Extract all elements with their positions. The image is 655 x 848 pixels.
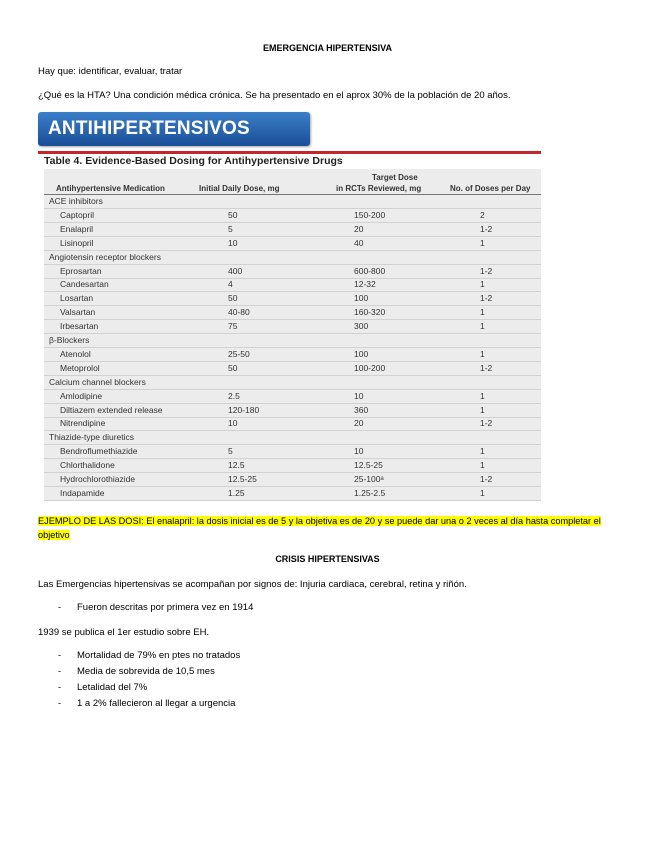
target-dose-cell: 100 bbox=[354, 293, 369, 304]
doses-per-day-cell: 1-2 bbox=[480, 418, 493, 429]
initial-dose-cell: 5 bbox=[228, 223, 233, 234]
initial-dose-cell: 25-50 bbox=[228, 348, 250, 359]
initial-dose-cell: 40-80 bbox=[228, 307, 250, 318]
table-row bbox=[44, 236, 541, 251]
target-dose-cell: 100 bbox=[354, 348, 369, 359]
category-label: Thiazide-type diuretics bbox=[49, 432, 135, 443]
header-medication: Antihypertensive Medication bbox=[56, 184, 165, 193]
doses-per-day-cell: 1 bbox=[480, 348, 485, 359]
initial-dose-cell: 5 bbox=[228, 446, 233, 457]
intro-line-1: Hay que: identificar, evaluar, tratar bbox=[38, 66, 183, 77]
target-dose-cell: 12-32 bbox=[354, 279, 376, 290]
doses-per-day-cell: 1 bbox=[480, 237, 485, 248]
bullet-text: 1 a 2% fallecieron al llegar a urgencia bbox=[77, 698, 236, 709]
table-category-row bbox=[44, 194, 541, 209]
table-row bbox=[44, 319, 541, 334]
category-label: ACE inhibitors bbox=[49, 196, 103, 206]
initial-dose-cell: 10 bbox=[228, 237, 238, 248]
doses-per-day-cell: 1-2 bbox=[480, 474, 493, 484]
medication-cell: Amlodipine bbox=[60, 390, 103, 401]
banner-label: ANTIHIPERTENSIVOS bbox=[48, 118, 250, 139]
target-dose-cell: 1.25-2.5 bbox=[354, 487, 386, 498]
initial-dose-cell: 50 bbox=[228, 362, 238, 373]
table-row bbox=[44, 389, 541, 404]
target-dose-cell: 40 bbox=[354, 237, 364, 248]
table-row bbox=[44, 208, 541, 223]
category-label: Angiotensin receptor blockers bbox=[49, 251, 161, 262]
initial-dose-cell: 50 bbox=[228, 293, 238, 304]
target-dose-cell: 600-800 bbox=[354, 265, 386, 276]
table-row bbox=[44, 444, 541, 459]
bullet-dash: - bbox=[58, 602, 62, 613]
table-category-row bbox=[44, 375, 541, 390]
bullet-dash: - bbox=[58, 666, 62, 677]
initial-dose-cell: 50 bbox=[228, 209, 238, 220]
doses-per-day-cell: 2 bbox=[480, 209, 485, 220]
bullet-text: Media de sobrevida de 10,5 mes bbox=[77, 666, 215, 677]
initial-dose-cell: 120-180 bbox=[228, 404, 260, 415]
doses-per-day-cell: 1-2 bbox=[480, 293, 493, 304]
medication-cell: Candesartan bbox=[60, 279, 109, 290]
medication-cell: Diltiazem extended release bbox=[60, 404, 163, 415]
target-dose-cell: 100-200 bbox=[354, 362, 386, 373]
bullet-item bbox=[58, 698, 235, 710]
bullet-item bbox=[58, 650, 240, 662]
target-dose-cell: 25-100ᵃ bbox=[354, 474, 384, 484]
doses-per-day-cell: 1 bbox=[480, 390, 485, 401]
initial-dose-cell: 400 bbox=[228, 265, 243, 276]
target-dose-cell: 300 bbox=[354, 321, 369, 332]
table-category-row bbox=[44, 430, 541, 445]
intro-line-2: ¿Qué es la HTA? Una condición médica crónica. Se ha presentado en el aprox 30% de la población de 20 años. bbox=[38, 90, 511, 101]
header-target-line2: in RCTs Reviewed, mg bbox=[336, 184, 422, 193]
initial-dose-cell: 4 bbox=[228, 279, 233, 290]
table-row bbox=[44, 416, 541, 431]
table-row bbox=[44, 403, 541, 418]
line-1939: 1939 se publica el 1er estudio sobre EH. bbox=[38, 627, 210, 638]
initial-dose-cell: 1.25 bbox=[228, 487, 245, 498]
target-dose-cell: 12.5-25 bbox=[354, 460, 383, 471]
table-category-row bbox=[44, 333, 541, 348]
target-dose-cell: 10 bbox=[354, 390, 364, 401]
header-target-line1: Target Dose bbox=[372, 173, 418, 182]
target-dose-cell: 160-320 bbox=[354, 307, 386, 318]
target-dose-cell: 20 bbox=[354, 418, 364, 429]
doses-per-day-cell: 1 bbox=[480, 404, 485, 415]
medication-cell: Captopril bbox=[60, 209, 95, 220]
doses-per-day-cell: 1 bbox=[480, 307, 485, 318]
bullet-dash: - bbox=[58, 682, 62, 693]
target-dose-cell: 150-200 bbox=[354, 209, 386, 220]
antihipertensivos-banner bbox=[38, 112, 310, 146]
table-header bbox=[44, 169, 541, 195]
bullet-1914-text: Fueron descritas por primera vez en 1914 bbox=[77, 602, 254, 613]
medication-cell: Metoprolol bbox=[60, 362, 100, 373]
medication-cell: Irbesartan bbox=[60, 321, 99, 332]
doses-per-day-cell: 1 bbox=[480, 321, 485, 332]
doses-per-day-cell: 1 bbox=[480, 460, 485, 471]
medication-cell: Eprosartan bbox=[60, 265, 102, 276]
table-row bbox=[44, 347, 541, 362]
crisis-title: CRISIS HIPERTENSIVAS bbox=[275, 554, 380, 564]
table-row bbox=[44, 472, 541, 487]
initial-dose-cell: 2.5 bbox=[228, 390, 240, 401]
target-dose-cell: 10 bbox=[354, 446, 364, 457]
red-divider bbox=[38, 151, 541, 154]
target-dose-cell: 360 bbox=[354, 404, 369, 415]
table-row bbox=[44, 277, 541, 292]
table-row bbox=[44, 222, 541, 237]
table-caption: Table 4. Evidence-Based Dosing for Antihypertensive Drugs bbox=[44, 155, 343, 167]
bullet-dash: - bbox=[58, 650, 62, 661]
dose-example bbox=[38, 514, 623, 542]
bullet-text: Letalidad del 7% bbox=[77, 682, 148, 693]
bullet-text: Mortalidad de 79% en ptes no tratados bbox=[77, 650, 241, 661]
doses-per-day-cell: 1 bbox=[480, 487, 485, 498]
category-label: β-Blockers bbox=[49, 335, 90, 345]
category-label: Calcium channel blockers bbox=[49, 376, 146, 387]
target-dose-cell: 20 bbox=[354, 223, 364, 234]
medication-cell: Chlorthalidone bbox=[60, 460, 115, 471]
table-row bbox=[44, 486, 541, 501]
doses-per-day-cell: 1-2 bbox=[480, 265, 493, 276]
table-row bbox=[44, 264, 541, 279]
medication-cell: Valsartan bbox=[60, 307, 96, 318]
medication-cell: Bendroflumethiazide bbox=[60, 446, 138, 457]
crisis-intro: Las Emergencias hipertensivas se acompañan por signos de: Injuria cardiaca, cerebral, retina y riñón. bbox=[38, 579, 467, 590]
initial-dose-cell: 10 bbox=[228, 418, 238, 429]
doses-per-day-cell: 1-2 bbox=[480, 223, 493, 234]
table-row bbox=[44, 361, 541, 376]
doses-per-day-cell: 1-2 bbox=[480, 362, 493, 373]
initial-dose-cell: 12.5 bbox=[228, 460, 245, 471]
header-initial-dose: Initial Daily Dose, mg bbox=[199, 184, 280, 193]
dose-example-text: EJEMPLO DE LAS DOSI: El enalapril: la dosis inicial es de 5 y la objetiva es de 20 y se puede dar una o 2 veces al día hasta completar el objetivo bbox=[38, 516, 601, 540]
dosing-table bbox=[44, 169, 541, 500]
medication-cell: Losartan bbox=[60, 293, 94, 304]
table-category-row bbox=[44, 250, 541, 265]
header-doses-per-day: No. of Doses per Day bbox=[450, 184, 531, 193]
medication-cell: Enalapril bbox=[60, 223, 94, 234]
table-row bbox=[44, 291, 541, 306]
medication-cell: Atenolol bbox=[60, 348, 91, 359]
doses-per-day-cell: 1 bbox=[480, 446, 485, 457]
doses-per-day-cell: 1 bbox=[480, 279, 485, 290]
medication-cell: Hydrochlorothiazide bbox=[60, 474, 136, 484]
bullet-item bbox=[58, 666, 215, 678]
medication-cell: Lisinopril bbox=[60, 237, 94, 248]
bullet-1914 bbox=[58, 602, 253, 614]
table-row bbox=[44, 305, 541, 320]
page-title: EMERGENCIA HIPERTENSIVA bbox=[262, 43, 392, 53]
bullet-dash: - bbox=[58, 698, 62, 709]
medication-cell: Nitrendipine bbox=[60, 418, 106, 429]
medication-cell: Indapamide bbox=[60, 487, 105, 498]
table-row bbox=[44, 458, 541, 473]
initial-dose-cell: 75 bbox=[228, 321, 238, 332]
initial-dose-cell: 12.5-25 bbox=[228, 474, 257, 484]
bullet-item bbox=[58, 682, 147, 694]
